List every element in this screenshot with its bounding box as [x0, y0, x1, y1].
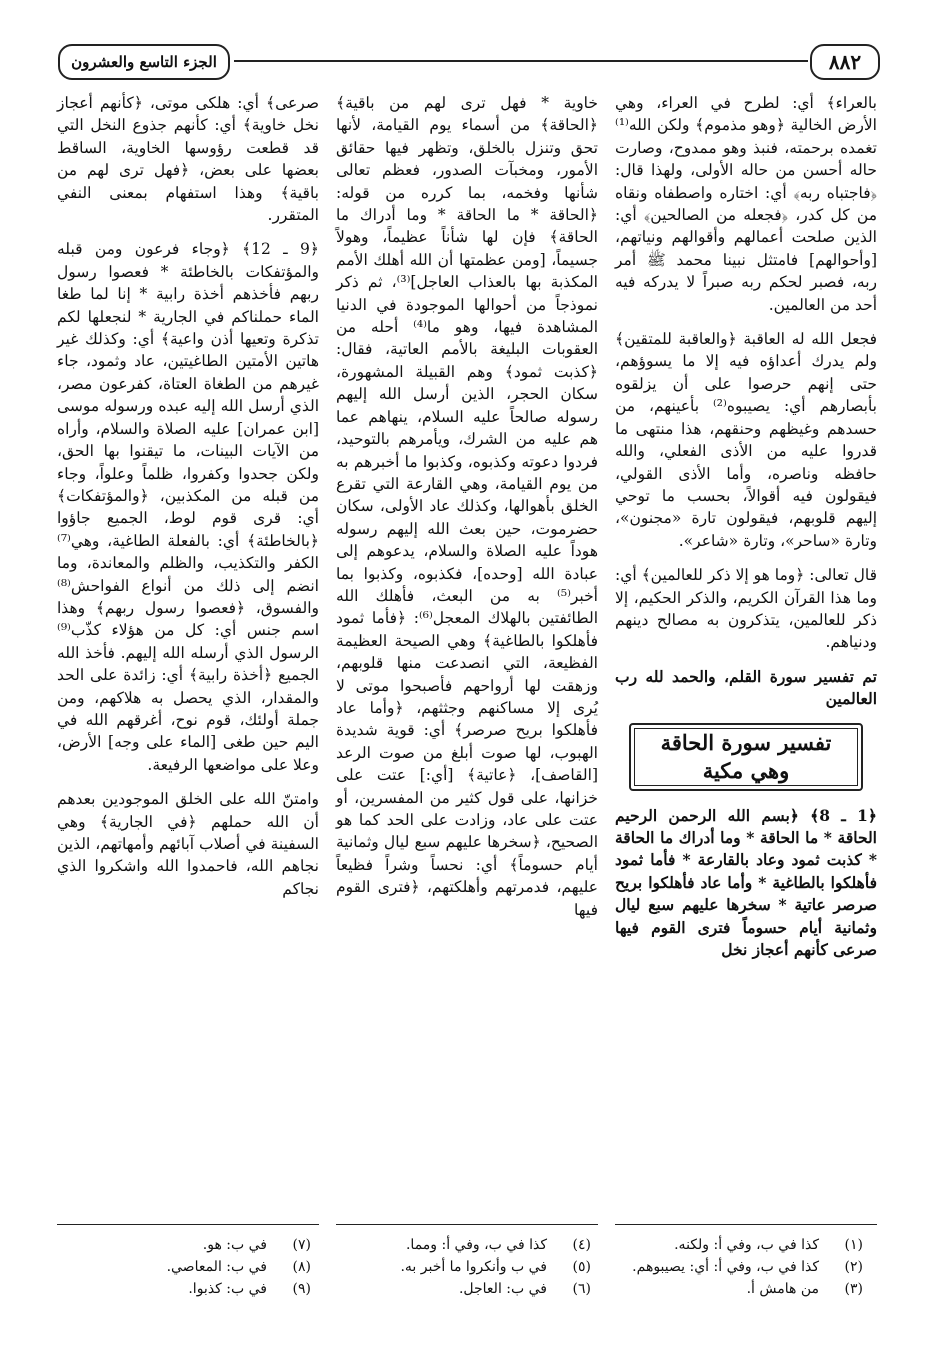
sura-title-box: [629, 723, 863, 791]
paragraph: فجعل الله له العاقبة ﴿والعاقبة للمتقين﴾ ولم يدرك أعداؤه فيه إلا ما يسوؤهم، حتى إنهم حرصوا على أن يزلقوه بأبصارهم أي: يصيبوه⁽²⁾ بأعينهم، من حسدهم وغيظهم وحنقهم، هذا منتهى ما قدروا عليه من الأذى الفعلي، والله حافظه وناصره، وأما الأذى القولي، فيقولون فيه أقوالاً، بحسب ما توحي إليهم قلوبهم، فيقولون تارة «مجنون»، وتارة «ساحر»، وتارة «شاعر».: [615, 330, 877, 550]
header-rule: [234, 60, 808, 62]
footnote-rule: [57, 1224, 319, 1225]
footnote: (٧) في ب: هو.: [202, 1237, 311, 1253]
footnote: (٨) في ب: المعاصي.: [166, 1259, 311, 1275]
part-title: الجزء التاسع والعشرون: [58, 44, 230, 80]
footnotes-middle: [331, 1234, 591, 1300]
footnote: (٤) كذا في ب، وفي أ: ومما.: [405, 1237, 591, 1253]
footnote-rule: [615, 1224, 877, 1225]
footnote-rule: [336, 1224, 598, 1225]
footnote: (١) كذا في ب، وفي أ: ولكنه.: [674, 1237, 863, 1253]
footnote: (٦) في ب: العاجل.: [458, 1281, 591, 1297]
footnotes-left: [61, 1234, 311, 1300]
footnote: (٥) في ب وأنكروا ما أخبر به.: [400, 1259, 591, 1275]
footnotes-right: [613, 1234, 863, 1300]
paragraph: بالعراء﴾ أي: لطرح في العراء، وهي الأرض الخالية ﴿وهو مذموم﴾ ولكن الله⁽¹⁾ تغمده برحمته، فنبذ وهو ممدوح، وصارت حاله أحسن من حاله الأولى، ولهذا قال: ﴿فاجتباه ربه﴾ أي: اختاره واصطفاه ونقاه من كل كدر، ﴿فجعله من الصالحين﴾ أي: الذين صلحت أعمالهم وأقوالهم ونياتهم، [وأحوالهم] فامتثل نبينا محمد ﷺ أمر ربه، فصبر لحكم ربه صبراً لا يدركه فيه أحد من العالمين.: [615, 94, 877, 314]
column-middle: [336, 92, 598, 933]
verses-paragraph: ﴿1 ـ 8﴾ ﴿بسم الله الرحمن الرحيم الحاقة * ما الحاقة * وما أدراك ما الحاقة * كذبت ثمود وعاد بالقارعة * فأما ثمود فأهلكوا بالطاغية * وأما عاد فأهلكوا بريح صرصر عاتية * سخرها عليهم سبع ليال وثمانية أيام حسوماً فترى القوم فيها صرعى كأنهم أعجاز نخل: [615, 805, 877, 959]
footnote: (٣) من هامش أ.: [746, 1281, 863, 1297]
paragraph: خاوية * فهل ترى لهم من باقية﴾ ﴿الحاقة﴾ من أسماء يوم القيامة، لأنها تحق وتنزل بالخلق، وتظهر فيها حقائق الأمور، ومخبآت الصدور، فعظم تعالى شأنها وفخمه، بما كرره من قوله: ﴿الحاقة * ما الحاقة * وما أدراك ما الحاقة﴾ فإن لها شأناً عظيماً، وهولاً جسيماً، [ومن عظمتها أن الله أهلك الأمم المكذبة بها بالعذاب العاجل]⁽³⁾، ثم ذكر نموذجاً من أحوالها الموجودة في الدنيا المشاهدة فيها، وهو ما⁽⁴⁾ أحله من العقوبات البليغة بالأمم العاتية، فقال: ﴿كذبت ثمود﴾ وهم القبيلة المشهورة، سكان الحجر، الذين أرسل الله إليهم رسوله صالحاً عليه السلام، ينهاهم عما هم عليه من الشرك، ويأمرهم بالتوحيد، فردوا دعوته وكذبوه، وكذبوا ما أخبرهم به من يوم القيامة، وهي القارعة التي تقرع الخلق بأهوالها، وكذلك عاد الأولى، سكان حضرموت، حين بعث الله إليهم رسوله هوداً عليه الصلاة والسلام، يدعوهم إلى عبادة الله [وحده]، فكذبوه، وكذبوا بما أخبر⁽⁵⁾ به من البعث، فأهلك الله الطائفتين بالهلاك المعجل⁽⁶⁾: ﴿فأما ثمود فأهلكوا بالطاغية﴾ وهي الصيحة العظيمة الفظيعة، التي انصدعت منها قلوبهم، وزهقت لها أرواحهم فأصبحوا موتى لا يُرى إلا مساكنهم وجثثهم، ﴿وأما عاد فأهلكوا بريح صرصر﴾ أي: قوية شديدة الهبوب، لها صوت أبلغ من صوت الرعد [القاصف]، ﴿عاتية﴾ [أي:] عتت على خزانها، على قول كثير من المفسرين، أو عتت على عاد، وزادت على الحد كما هو الصحيح، ﴿سخرها عليهم سبع ليال وثمانية أيام حسوماً﴾ أي: نحساً وشراً فظيعاً عليهم، فدمرتهم وأهلكتهم، ﴿فترى القوم فيها: [336, 94, 599, 919]
sura-subtitle: وهي مكية: [702, 757, 790, 783]
column-right: [615, 92, 877, 973]
sura-title: تفسير سورة الحاقة: [660, 729, 832, 755]
footnote: (٩) في ب: كذبوا.: [188, 1281, 311, 1297]
paragraph: وامتنّ الله على الخلق الموجودين بعدهم أن الله حملهم ﴿في الجارية﴾ وهي السفينة في أصلاب آبائهم وأمهاتهم، الذين نجاهم الله، فاحمدوا الله واشكروا الذي نجاكم: [57, 790, 319, 898]
footnote: (٢) كذا في ب، وفي أ: أي: يصيبوهم.: [632, 1259, 863, 1275]
paragraph: صرعى﴾ أي: هلكى موتى، ﴿كأنهم أعجاز نخل خاوية﴾ أي: كأنهم جذوع النخل التي قد قطعت رؤوسها الخاوية، الساقط بعضها على بعض، ﴿فهل ترى لهم من باقية﴾ وهذا استفهام بمعنى النفي المتقرر.: [57, 94, 319, 225]
page-number: ٨٨٢: [810, 44, 880, 80]
column-left: [57, 92, 319, 912]
page-header: [58, 44, 880, 78]
paragraph: ﴿9 ـ 12﴾ ﴿وجاء فرعون ومن قبله والمؤتفكات بالخاطئة * فعصوا رسول ربهم فأخذهم أخذة رابية * إنا لما طغا الماء حملناكم في الجارية * لنجعلها لكم تذكرة وتعيها أذن واعية﴾ أي: وكذلك غير هاتين الأمتين الطاغيتين، عاد وثمود، جاء غيرهم من الطغاة العتاة، كفرعون مصر، الذي أرسل الله إليه عبده ورسوله موسى [ابن عمران] عليه الصلاة والسلام، وأراه من الآيات البينات، ما تيقنوا بها الحق، ولكن جحدوا وكفروا، ظلماً وعلواً، وجاء من قبله من المكذبين، ﴿والمؤتفكات﴾ أي: قرى قوم لوط، الجميع جاؤوا ﴿بالخاطئة﴾ أي: بالفعلة الطاغية، وهي⁽⁷⁾ الكفر والتكذيب، والظلم والمعاندة، وما انضم إلى ذلك من أنواع الفواحش⁽⁸⁾ والفسوق، ﴿فعصوا رسول ربهم﴾ وهذا اسم جنس أي: كل من هؤلاء كذّب⁽⁹⁾ الرسول الذي أرسله الله إليهم. فأخذ الله الجميع ﴿أخذة رابية﴾ أي: زائدة على الحد والمقدار، الذي يحصل به هلاكهم، ومن جملة أولئك، قوم نوح، أغرقهم الله في اليم حين طغى [الماء على وجه] الأرض، وعلا على مواضعها الرفيعة.: [57, 240, 319, 774]
sura-end-note: تم تفسير سورة القلم، والحمد لله رب العالمين: [615, 666, 877, 709]
paragraph: قال تعالى: ﴿وما هو إلا ذكر للعالمين﴾ أي: وما هذا القرآن الكريم، والذكر الحكيم، إلا ذكر للعالمين، يتذكرون به مصالح دينهم ودنياهم.: [615, 566, 877, 652]
